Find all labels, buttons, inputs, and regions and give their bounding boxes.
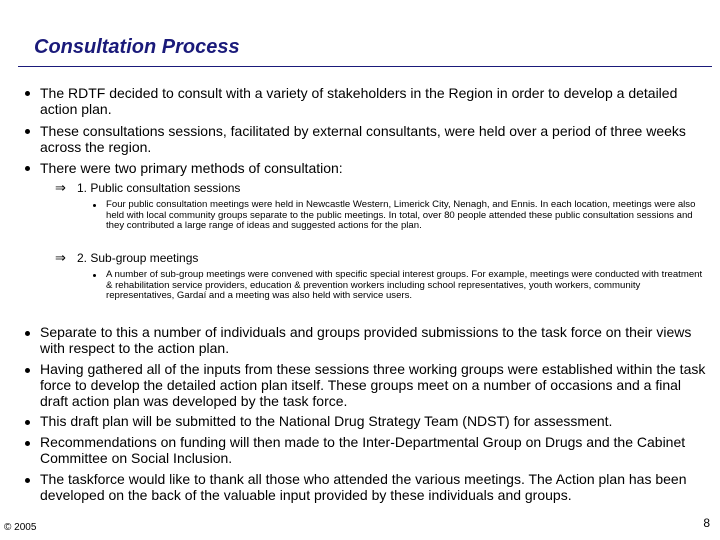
bullet-thanks: The taskforce would like to thank all those who attended the various meetings. The Action plan has been developed on the back of the valuable input provided by these individuals and groups. <box>40 471 687 503</box>
bullet-dot <box>25 91 30 96</box>
bullet-submissions: Separate to this a number of individuals and groups provided submissions to the task force on their views with respect to the action plan. <box>40 324 692 356</box>
bullet-working-groups: Having gathered all of the inputs from these sessions three working groups were established within the task force to develop the detailed action plan itself. These groups meet on a number of occasions and a final draft action plan was developed by the task force. <box>40 361 706 409</box>
slide-title: Consultation Process <box>34 36 240 58</box>
title-underline <box>18 66 712 67</box>
method-sub-group-detail: A number of sub-group meetings were convened with specific special interest groups. For example, meetings were conducted with treatment & rehabilitation service providers, education & prevention workers including school representatives, youth workers, community representatives, Gardaí and a meeting was also held with service users. <box>106 269 703 302</box>
arrow-icon: ⇒ <box>55 180 66 195</box>
bullet-rdtf-consult: The RDTF decided to consult with a variety of stakeholders in the Region in order to develop a detailed action plan. <box>40 85 678 117</box>
bullet-dot <box>25 441 30 446</box>
bullet-funding: Recommendations on funding will then made to the Inter-Departmental Group on Drugs and the Cabinet Committee on Social Inclusion. <box>40 434 686 466</box>
bullet-ndst-submission: This draft plan will be submitted to the National Drug Strategy Team (NDST) for assessment. <box>40 413 613 429</box>
bullet-dot <box>25 166 30 171</box>
bullet-consultation-sessions: These consultations sessions, facilitated by external consultants, were held over a period of three weeks across the region. <box>40 123 686 155</box>
bullet-dot <box>25 368 30 373</box>
bullet-two-methods: There were two primary methods of consultation: <box>40 160 343 176</box>
method-sub-group: 2. Sub-group meetings <box>77 251 199 265</box>
bullet-dot <box>93 204 96 207</box>
bullet-dot <box>25 478 30 483</box>
method-public-sessions: 1. Public consultation sessions <box>77 181 241 195</box>
bullet-dot <box>93 274 96 277</box>
bullet-dot <box>25 331 30 336</box>
arrow-icon: ⇒ <box>55 250 66 265</box>
bullet-dot <box>25 420 30 425</box>
page-number: 8 <box>703 516 710 530</box>
copyright: © 2005 <box>4 522 37 533</box>
bullet-dot <box>25 129 30 134</box>
method-public-sessions-detail: Four public consultation meetings were held in Newcastle Western, Limerick City, Nenagh, and Ennis. In each location, meetings were also held with local community groups separate to the public meetings. In total, over 80 people attended these public consultation sessions and they contributed a large range of ideas and suggested actions for the plan. <box>106 199 696 232</box>
